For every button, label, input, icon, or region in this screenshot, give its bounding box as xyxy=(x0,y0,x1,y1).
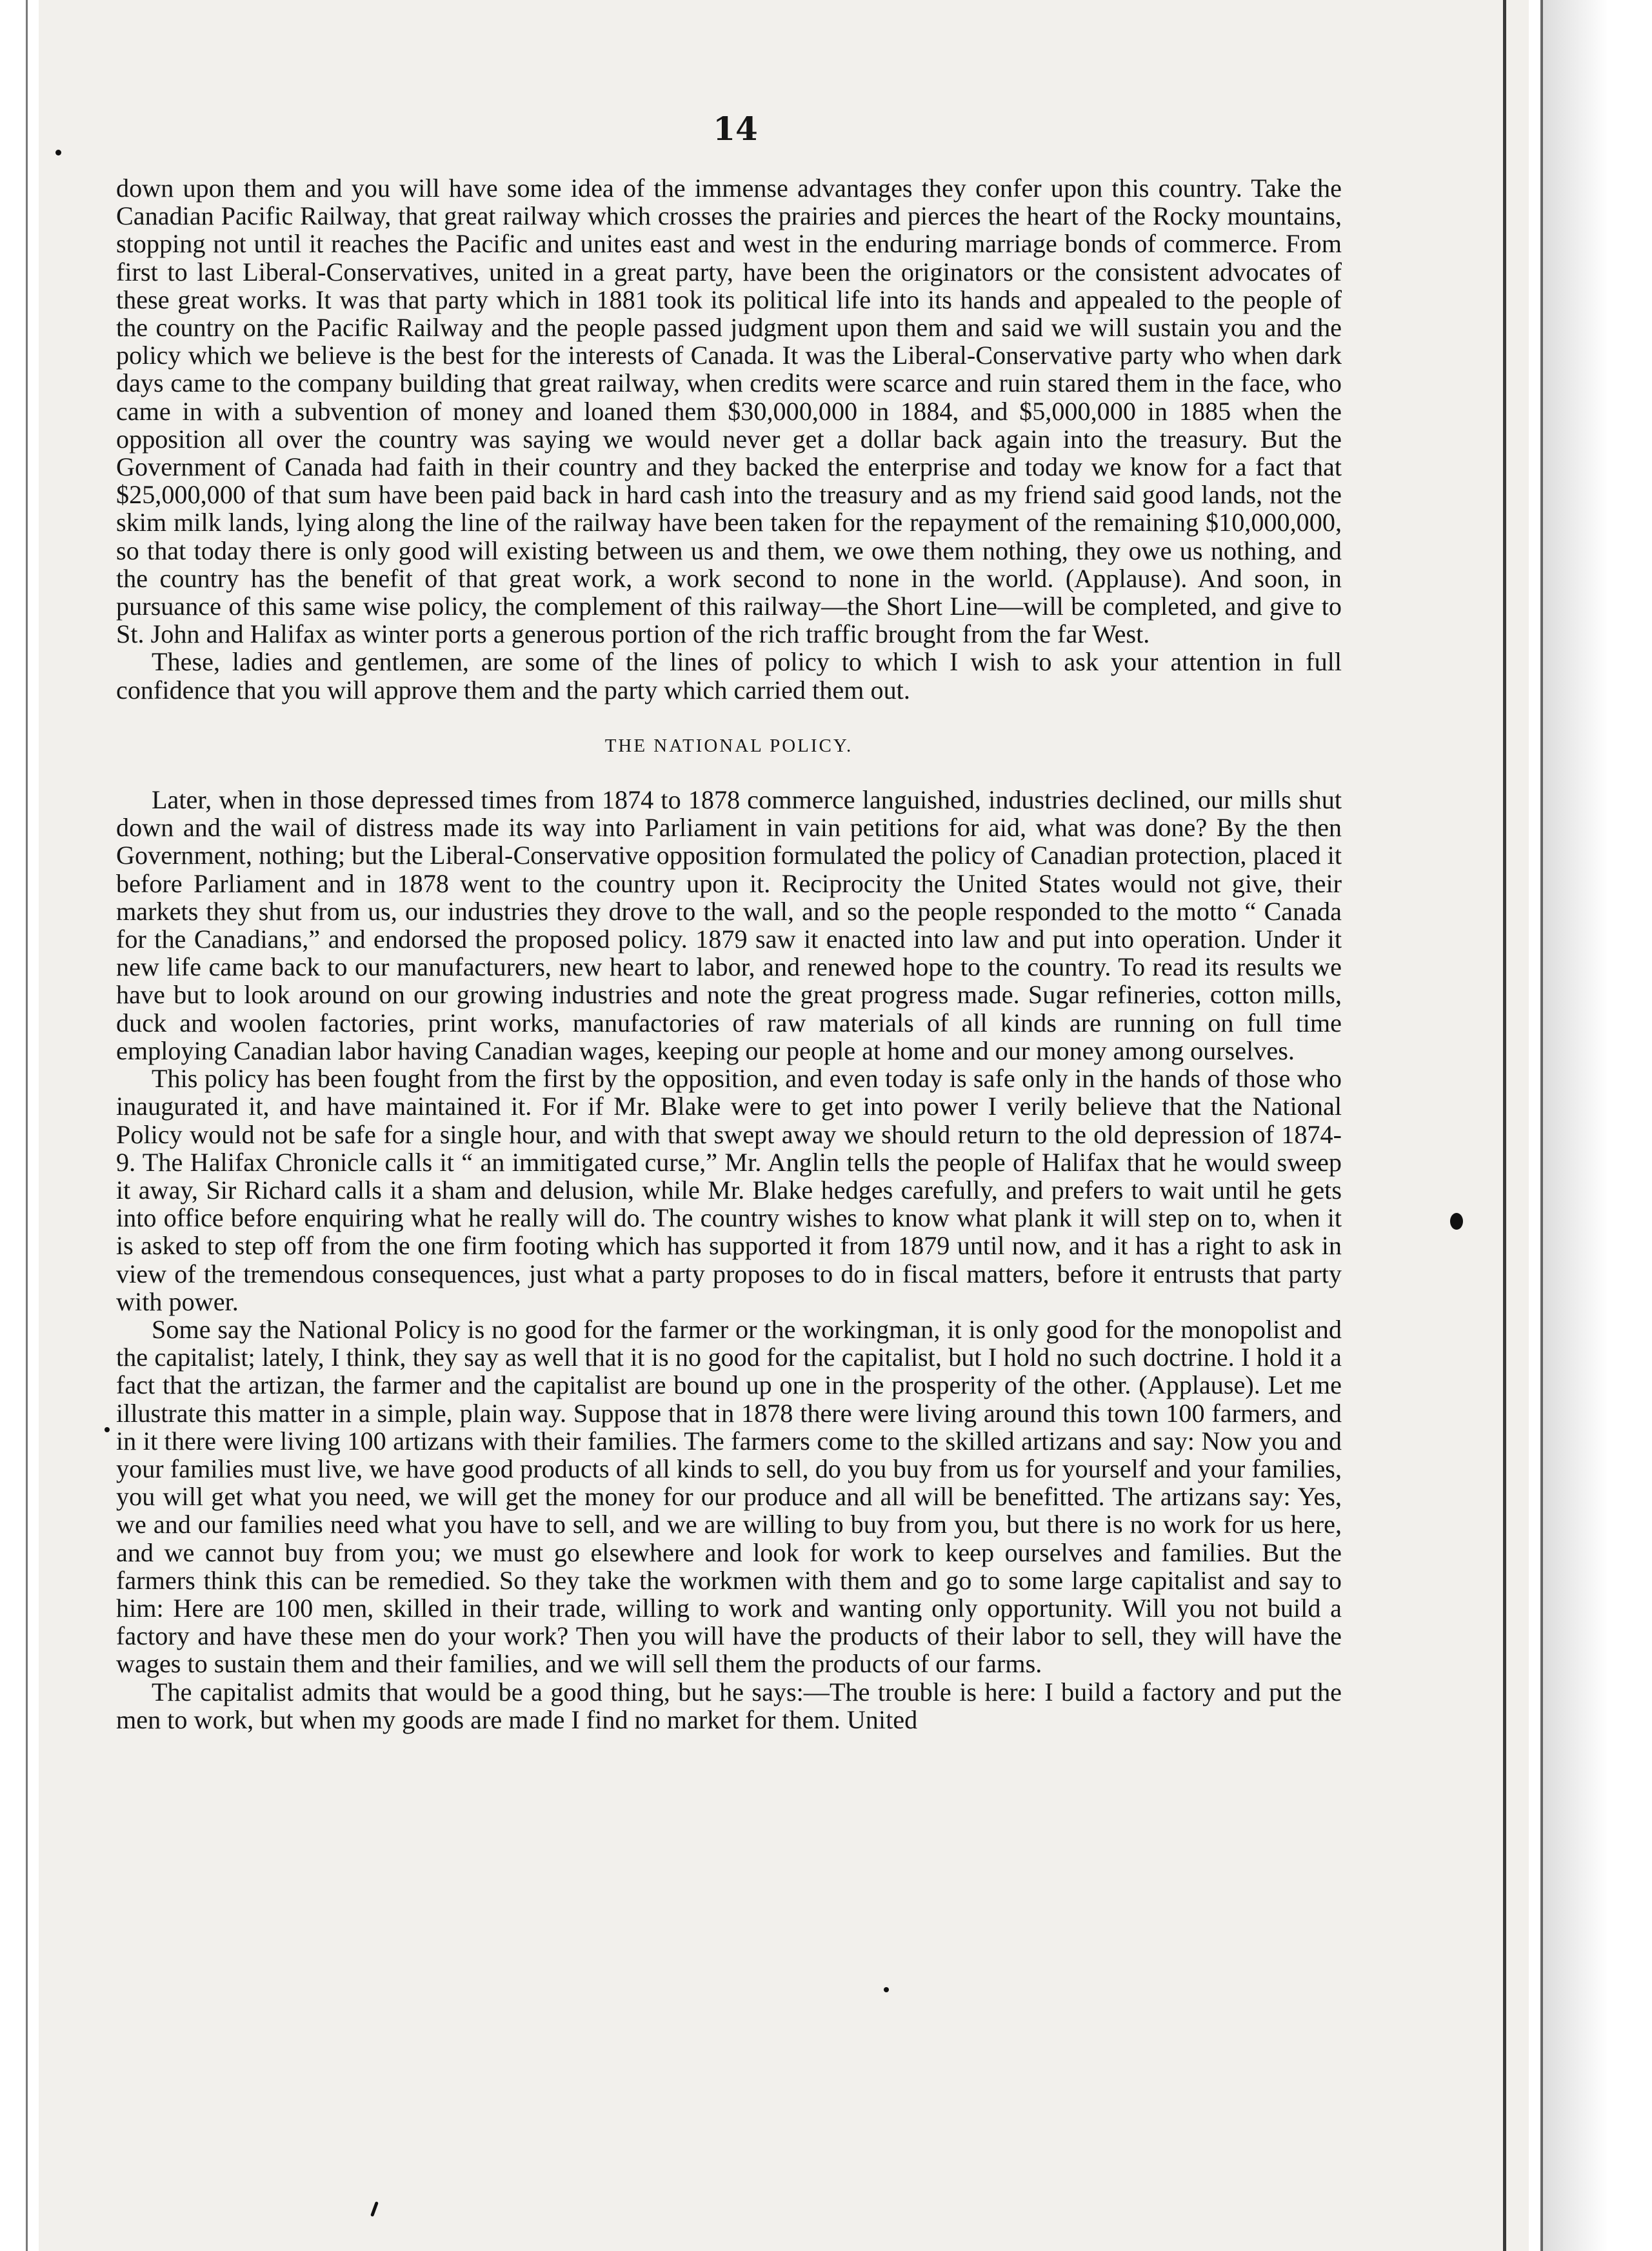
paragraph: Later, when in those depressed times from 1874 to 1878 commerce languished, industries declined, our mills shut down and the wail of distress made its way into Parliament in vain petitions for aid, what was done? By the then Government, nothing; but the Liberal-Conservative opposition formulated the policy of Canadian protection, placed it before Parliament and in 1878 went to the country upon it. Reciprocity the United States would not give, their markets they shut from us, our industries they drove to the wall, and so the people responded to the motto “ Canada for the Canadians,” and endorsed the proposed policy. 1879 saw it enacted into law and put into operation. Under it new life came back to our manufacturers, new heart to labor, and renewed hope to the country. To read its results we have but to look around on our growing industries and note the great progress made. Sugar refineries, cotton mills, duck and woolen factories, print works, manufactories of raw materials of all kinds are running on full time employing Canadian labor having Canadian wages, keeping our people at home and our money among ourselves. xyxy=(116,785,1342,1065)
section-heading: THE NATIONAL POLICY. xyxy=(604,735,853,756)
right-page-edge xyxy=(1503,0,1506,2251)
paragraph: The capitalist admits that would be a good thing, but he says:—The trouble is here: I build a factory and put the men to work, but when my goods are made I find no market for them. United xyxy=(116,1677,1342,1734)
page-number: 14 xyxy=(713,110,758,148)
ink-speck xyxy=(1450,1213,1463,1230)
left-page-edge xyxy=(26,0,28,2251)
paragraph: Some say the National Policy is no good for the farmer or the workingman, it is only good for the monopolist and the capitalist; lately, I think, they say as well that it is no good for the capitalist, but I hold no such doctrine. I hold it a fact that the artizan, the farmer and the capitalist are bound up one in the prosperity of the other. (Applause). Let me illustrate this matter in a simple, plain way. Suppose that in 1878 there were living around this town 100 farmers, and in it there were living 100 artizans with their families. The farmers come to the skilled artizans and say: Now you and your families must live, we have good products of all kinds to sell, do you buy from us for yourself and your families, you will get what you need, we will get the money for our produce and all will be benefitted. The artizans say: Yes, we and our families need what you have to sell, and we are willing to buy from you, but there is no work for us here, and we cannot buy from you; we must go elsewhere and look for work to keep ourselves and families. But the farmers think this can be remedied. So they take the workmen with them and go to some large capitalist and say to him: Here are 100 men, skilled in their trade, willing to work and wanting only opportunity. Will you not build a factory and have these men do your work? Then you will have the products of their labor to sell, they will have the wages to sustain them and their families, and we will sell them the products of our farms. xyxy=(116,1314,1342,1679)
page-body xyxy=(116,174,1342,1734)
ink-speck xyxy=(55,150,61,155)
paragraph: These, ladies and gentlemen, are some of the lines of policy to which I wish to ask your attention in full confidence that you will approve them and the party which carried them out. xyxy=(116,647,1342,705)
paragraph: down upon them and you will have some idea of the immense advantages they confer upon this country. Take the Canadian Pacific Railway, that great railway which crosses the prairies and pierces the heart of the Rocky mountains, stopping not until it reaches the Pacific and unites east and west in the enduring marriage bonds of commerce. From first to last Liberal-Conservatives, united in a great party, have been the originators or the consistent advocates of these great works. It was that party which in 1881 took its political life into its hands and appealed to the people of the country on the Pacific Railway and the people passed judgment upon them and said we will sustain you and the policy which we believe is the best for the interests of Canada. It was the Liberal-Conservative party who when dark days came to the company building that great railway, when credits were scarce and ruin stared them in the face, who came in with a subvention of money and loaned them $30,000,000 in 1884, and $5,000,000 in 1885 when the opposition all over the country was saying we would never get a dollar back again into the treasury. But the Government of Canada had faith in their country and they backed the enterprise and today we know for a fact that $25,000,000 of that sum have been paid back in hard cash into the treasury and as my friend said good lands, not the skim milk lands, lying along the line of the railway have been taken for the repayment of the remaining $10,000,000, so that today there is only good will existing between us and them, we owe them nothing, they owe us nothing, and the country has the benefit of that great work, a work second to none in the world. (Applause). And soon, in pursuance of this same wise policy, the complement of this railway—the Short Line—will be completed, and give to St. John and Halifax as winter ports a generous portion of the rich traffic brought from the far West. xyxy=(116,174,1342,649)
right-margin-shadow xyxy=(1543,0,1652,2251)
paragraph: This policy has been fought from the first by the opposition, and even today is safe only in the hands of those who inaugurated it, and have maintained it. For if Mr. Blake were to get into power I verily believe that the National Policy would not be safe for a single hour, and with that swept away we should return to the old depression of 1874-9. The Halifax Chronicle calls it “ an immitigated curse,” Mr. Anglin tells the people of Halifax that he would sweep it away, Sir Richard calls it a sham and delusion, while Mr. Blake hedges carefully, and prefers to wait until he gets into office before enquiring what he really will do. The country wishes to know what plank it will step on to, when it is asked to step off from the one firm footing which has supported it from 1879 until now, and it has a right to ask in view of the tremendous consequences, just what a party proposes to do in fiscal matters, before it entrusts that party with power. xyxy=(116,1064,1342,1316)
ink-speck xyxy=(884,1987,889,1992)
ink-speck xyxy=(104,1427,110,1432)
